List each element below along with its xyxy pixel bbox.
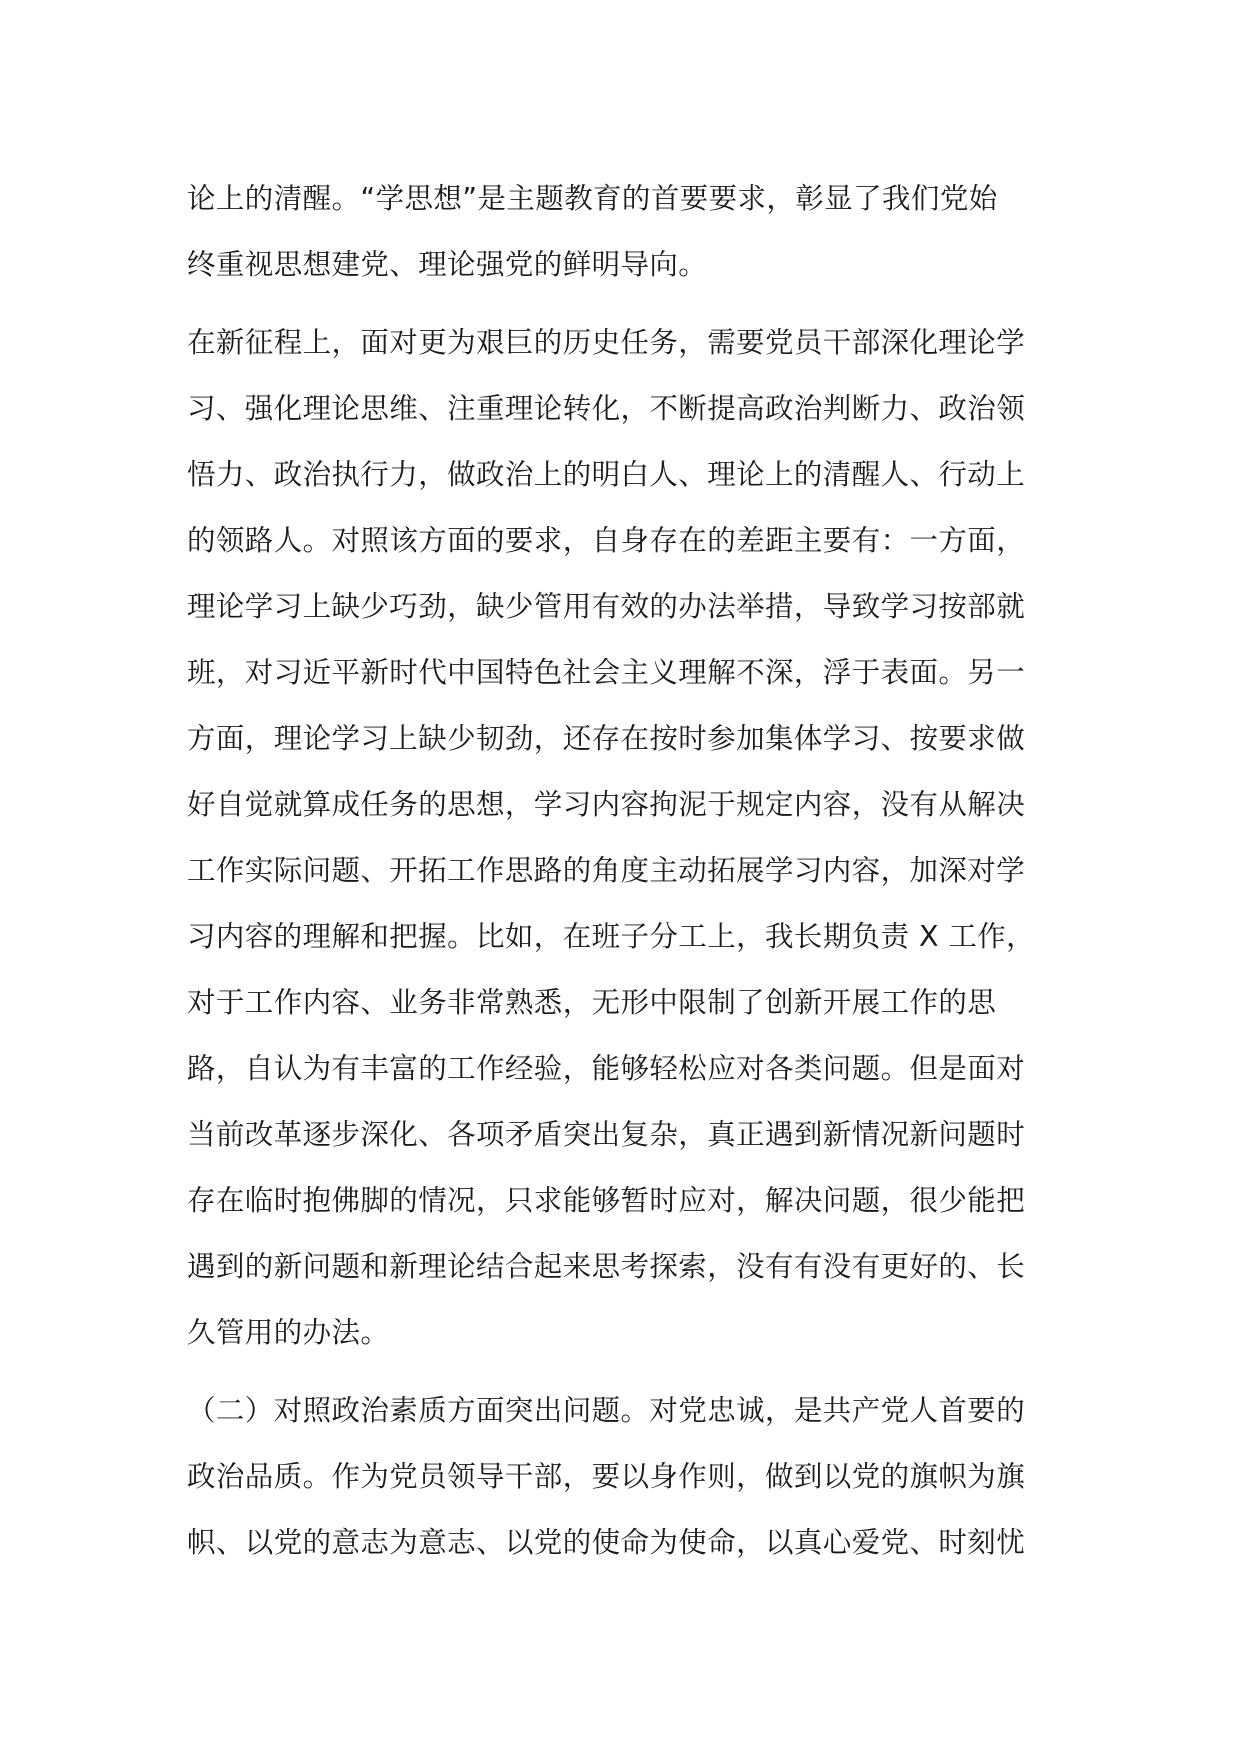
text-line: 遇到的新问题和新理论结合起来思考探索，没有有没有更好的、长 [187,1250,1026,1283]
text-line: 习、强化理论思维、注重理论转化，不断提高政治判断力、政治领 [187,392,1026,425]
text-line: 久管用的办法。 [187,1316,390,1349]
text-line: （二）对照政治素质方面突出问题。对党忠诚，是共产党人首要的 [187,1394,1026,1427]
text-line: 的领路人。对照该方面的要求，自身存在的差距主要有：一方面， [187,524,1026,557]
text-line: 存在临时抱佛脚的情况，只求能够暂时应对，解决问题，很少能把 [187,1184,1026,1217]
text-line: 政治品质。作为党员领导干部，要以身作则，做到以党的旗帜为旗 [187,1460,1026,1493]
text-line: 当前改革逐步深化、各项矛盾突出复杂，真正遇到新情况新问题时 [187,1118,1026,1151]
text-line: 好自觉就算成任务的思想，学习内容拘泥于规定内容，没有从解决 [187,788,1026,821]
text-line: 路，自认为有丰富的工作经验，能够轻松应对各类问题。但是面对 [187,1052,1026,1085]
text-line: 方面，理论学习上缺少韧劲，还存在按时参加集体学习、按要求做 [187,722,1026,755]
text-line: 工作实际问题、开拓工作思路的角度主动拓展学习内容，加深对学 [187,854,1026,887]
document-body [187,166,1053,1576]
text-line: 悟力、政治执行力，做政治上的明白人、理论上的清醒人、行动上 [187,458,1026,491]
paragraph-1 [187,166,1053,298]
text-line: 对于工作内容、业务非常熟悉，无形中限制了创新开展工作的思 [187,986,997,1019]
paragraph-2 [187,310,1053,1366]
text-line: 终重视思想建党、理论强党的鲜明导向。 [187,248,708,281]
text-line: 理论学习上缺少巧劲，缺少管用有效的办法举措，导致学习按部就 [187,590,1026,623]
text-line: 班，对习近平新时代中国特色社会主义理解不深，浮于表面。另一 [187,656,1026,689]
text-line: 在新征程上，面对更为艰巨的历史任务，需要党员干部深化理论学 [187,326,1026,359]
text-line: 帜、以党的意志为意志、以党的使命为使命，以真心爱党、时刻忧 [187,1526,1026,1559]
text-line: 论上的清醒。“学思想”是主题教育的首要要求，彰显了我们党始 [187,182,998,215]
paragraph-3 [187,1378,1053,1576]
text-line: 习内容的理解和把握。比如，在班子分工上，我长期负责 X 工作， [187,920,1036,953]
